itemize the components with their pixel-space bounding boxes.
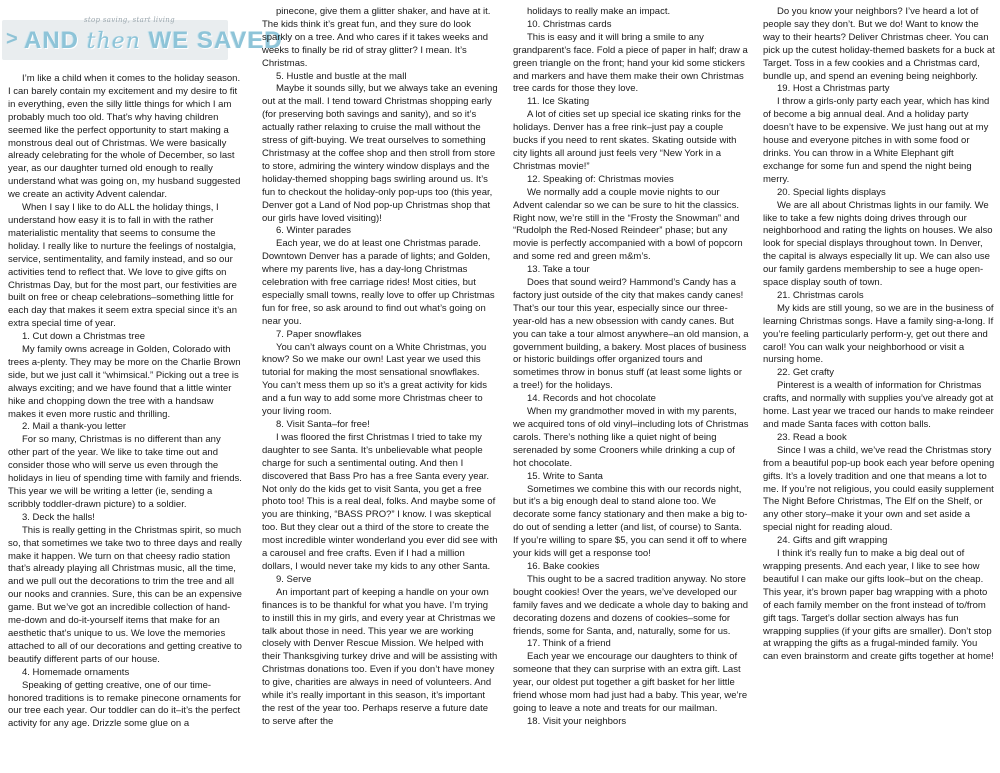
paragraph: Maybe it sounds silly, but we always take an evening out at the mall. I tend toward Christmas shopping early (for preserving both savings and sanity), and so it’s actually rather relaxing to cruise the mall without the stress of gift-buying. We treat ourselves to something Christmasy at the coffee shop and then stroll from store to store, admiring the wintery window displays and the holiday-themed shopping bags swirling around us. It’s fun to checkout the holiday-only pop-ups too (this year, Denver got a Land of Nod pop-up Christmas shop that our girls have loved visiting)!: [262, 83, 498, 224]
paragraph: holidays to really make an impact.: [527, 6, 671, 17]
paragraph: An important part of keeping a handle on your own finances is to be thankful for what you have. I’m trying to instill this in my girls, and every year at Christmas we talk about those in need. This year we are working closely with Denver Rescue Mission. We helped with their Thanksgiving turkey drive and will be assisting with Christmas donations too. Even if you don’t have money to give, charities are always in need of volunteers. And while it’s really important in this season, it’s important the rest of the year too. Perhaps reserve a future date to serve after the: [262, 586, 498, 727]
article-column-2: [262, 6, 498, 729]
paragraph: 21. Christmas carols: [777, 289, 864, 301]
paragraph: 18. Visit your neighbors: [527, 715, 627, 727]
paragraph: You can’t always count on a White Christmas, you know? So we make our own! Last year we used this tutorial for making the most sensational snowflakes. You can’t mess them up so it’s a great activity for kids and a fun way to add some more Christmas cheer to your living room.: [262, 341, 487, 418]
paragraph: 3. Deck the halls!: [22, 511, 95, 523]
paragraph: 16. Bake cookies: [527, 560, 600, 572]
paragraph: I was floored the first Christmas I tried to take my daughter to see Santa. It’s unbelievable what people charge for such a sentimental outing. And then I discovered that Bass Pro has a free Santa every year. Not only do the kids get to visit Santa, you get a free photo too! This is a real deal, folks. And maybe some of you are thinking, “BASS PRO?” I know. I was skeptical too. But they clear out a third of the store to create the most incredible winter wonderland you ever did see with a carousel and free crafts. Even if I had a million dollars, I would never take my kids to any other Santa.: [262, 431, 498, 572]
paragraph: We are all about Christmas lights in our family. We like to take a few nights doing drives through our neighborhood and rating the lights on houses. We also look for special displays throughout town. In Denver, the capital is always especially lit up. We can also use our family gardens membership to see a huge open-space display south of town.: [763, 199, 993, 289]
paragraph: pinecone, give them a glitter shaker, and have at it. The kids think it’s great fun, and they sure do look sparkly on a tree. And who cares if it takes weeks and weeks to finally be rid of stray glitter? I mean. It’s Christmas.: [262, 6, 491, 69]
paragraph: 6. Winter parades: [276, 225, 351, 237]
paragraph: 7. Paper snowflakes: [276, 328, 362, 340]
paragraph: My family owns acreage in Golden, Colorado with trees a-plenty. They may be more on the Charlie Brown side, but we just call it “whimsical.” Picking out a tree is always exciting; and we have found that a little winter hike and chopping down the tree with a handsaw makes it even more rustic and thrilling.: [8, 344, 241, 420]
paragraph: 22. Get crafty: [777, 367, 835, 379]
paragraph: 19. Host a Christmas party: [777, 83, 890, 95]
logo-tagline: stop saving, start living: [84, 16, 175, 24]
paragraph: Do you know your neighbors? I’ve heard a lot of people say they don’t. But we do! Want to know the way to their hearts? Deliver Christmas cheer. You can pick up the cutest holiday-themed baskets for a buck at Target. Toss in a few cookies and a Christmas card, bundle up, and spend an evening being neighborly.: [763, 6, 995, 82]
paragraph: 12. Speaking of: Christmas movies: [527, 173, 674, 185]
paragraph: When my grandmother moved in with my parents, we acquired tons of old vinyl–including lots of Christmas carols. There’s nothing like a quiet night of being serenaded by some Crooners while drinking a cup of hot chocolate.: [513, 406, 749, 469]
paragraph: 10. Christmas cards: [527, 18, 612, 30]
paragraph: This ought to be a sacred tradition anyway. No store bought cookies! Over the years, we’ve developed our family faves and we dedicate a whole day to baking and decorating dozens and dozens of cookies–some for friends, some for Santa, and, naturally, some for us.: [513, 573, 749, 637]
paragraph: I think it’s really fun to make a big deal out of wrapping presents. And each year, I like to see how beautiful I can make our gifts look–but on the cheap. This year, it’s brown paper bag wrapping with a photo of each family member on the front instead of to/from gift tags. Target’s dollar section always has fun wrapping supplies (if your gifts are smaller). Don’t stop at wrapping the gifts as a frugal-minded family. You can even brainstorm and create gifts together at home!: [763, 548, 994, 663]
paragraph: 17. Think of a friend: [527, 638, 611, 650]
paragraph: 5. Hustle and bustle at the mall: [276, 70, 407, 82]
paragraph: When I say I like to do ALL the holiday things, I understand how easy it is to fall in with the rather materialistic mentality that seems to consume the holiday. I really like to nurture the feelings of nostalgia, service, sentimentality, and family instead, and so our activities tend to reflect that. We love to give gifts on Christmas Day, but for the most part, our festivities are built on free or cheap celebrations–something little for each day that makes it seem extra special since it’s an extra special time of year.: [8, 202, 237, 330]
paragraph: 23. Read a book: [777, 431, 847, 443]
paragraph: Sometimes we combine this with our records night, but it’s a big enough deal to stand alone too. We decorate some fancy stationary and then make a big to-do out of sending a letter (and list, of course) to Santa. If you’re willing to spare $5, you can send it off to where your kids will get a response too!: [513, 483, 748, 560]
article-column-3: [513, 6, 749, 729]
paragraph: I’m like a child when it comes to the holiday season. I can barely contain my excitement and my desire to fit in everything, even the silly little things for which I am probably much too old. That’s why having children seemed like the perfect opportunity to start making a monstrous deal out of Christmas. We were basically already celebrating for the whole of December, so last year, as our daughter turned old enough to really understand what was going on, my husband suggested we create an activity Advent calendar.: [8, 73, 241, 201]
paragraph: A lot of cities set up special ice skating rinks for the holidays. Denver has a free rink–just pay a couple bucks if you need to rent skates. Skating outside with city lights all around just feels very “New York in a Christmas movie!”: [513, 109, 741, 172]
paragraph: For so many, Christmas is no different than any other part of the year. We like to take time out and consider those who will serve us even through the holidays in lieu of spending time with family and friends. This year we will be writing a letter (ie, sending a scribbly toddler-drawn picture) to a soldier.: [8, 434, 242, 510]
logo-wordmark: [24, 27, 283, 55]
paragraph: My kids are still young, so we are in the business of learning Christmas songs. Have a family sing-a-long. If you’re feeling particularly perform-y, get out there and carol! You can walk your neighborhood or visit a nursing home.: [763, 302, 994, 366]
paragraph: 20. Special lights displays: [777, 186, 886, 198]
paragraph: This is easy and it will bring a smile to any grandparent’s face. Fold a piece of paper in half; draw a green triangle on the front; hand your kid some stickers and markers and have them make their own Christmas tree cards for those they love.: [513, 31, 748, 95]
paragraph: 8. Visit Santa–for free!: [276, 419, 370, 430]
paragraph: I throw a girls-only party each year, which has kind of become a big annual deal. And a holiday party doesn’t have to be expensive. We just hang out at my house and everyone pitches in with some food or drinks. You can throw in a White Elephant gift exchange for some fun and spend the night being merry.: [763, 96, 990, 185]
paragraph: Each year, we do at least one Christmas parade. Downtown Denver has a parade of lights; and Golden, where my parents live, has a day-long Christmas celebration with free carriage rides! Most cities, but especially small towns, really love to offer up Christmas fun for free, so ask around to find out what’s going on near you.: [262, 238, 495, 327]
paragraph: 15. Write to Santa: [527, 470, 603, 482]
paragraph: We normally add a couple movie nights to our Advent calendar so we can be sure to hit the classics. Right now, we’re still in the “Frosty the Snowman” and “Rudolph the Red-Nosed Reindeer” phase; but any movie is perfectly accompanied with a bowl of popcorn and some red and green m&m’s.: [513, 186, 743, 263]
paragraph: 1. Cut down a Christmas tree: [22, 331, 146, 343]
paragraph: 13. Take a tour: [527, 264, 590, 276]
logo-brand-prefix: AND: [24, 27, 79, 54]
paragraph: Speaking of getting creative, one of our time-honored traditions is to remake pinecone ornaments for our tree each year. Our toddler can do it–it’s the perfect activity for any age. Drizzle some glue on a: [8, 679, 241, 730]
paragraph: Does that sound weird? Hammond’s Candy has a factory just outside of the city that makes candy canes! That’s our tour this year, especially since our three-year-old has a new obsession with candy canes. But you can take a tour almost anywhere–an old mansion, a government building, a bakery. Most places of business or historic buildings offer organized tours and sometimes throw in bonus stuff (at least some lights or a tree!) for the holidays.: [513, 277, 749, 392]
paragraph: 11. Ice Skating: [527, 96, 590, 108]
paragraph: Pinterest is a wealth of information for Christmas crafts, and normally with supplies you’ve already got at home. Last year we traced our hands to make reindeer and made Santa faces with cotton balls.: [763, 380, 994, 430]
paragraph: 24. Gifts and gift wrapping: [777, 535, 888, 547]
chevron-right-icon: >: [6, 28, 18, 50]
article-column-1: [8, 73, 244, 731]
paragraph: This is really getting in the Christmas spirit, so much so, that sometimes we take two to three days and really make it happen. We turn on that cheesy radio station that’s already playing all Christmas music, all the time, and we pull out the decorations to trim the tree and all our nooks and crannies. Sure, this can be an expensive game. But we’ve got an incredible collection of hand-me-down and do-it-yourself items that make for an aesthetic that’s unique to us. We love the memories attached to all of our decorations and getting creative to beautify different parts of our house.: [8, 524, 242, 665]
paragraph: 14. Records and hot chocolate: [527, 393, 656, 405]
article-column-4: [763, 6, 995, 664]
site-logo[interactable]: [0, 14, 283, 60]
paragraph: Each year we encourage our daughters to think of someone that they can surprise with an extra gift. Last year, our oldest put together a gift basket for her little friend whose mom had just had a baby. This year, we’re going to leave a note and treats for our mailman.: [513, 651, 748, 714]
paragraph: 9. Serve: [276, 573, 312, 585]
logo-brand-suffix: WE SAVED: [148, 27, 283, 54]
paragraph: Since I was a child, we’ve read the Christmas story from a beautiful pop-up book each year before opening gifts. It’s a lovely tradition and one that means a lot to me. If you’re not religious, you could easily supplement The Night Before Christmas, The Elf on the Shelf, or any other story–make it your own and set aside a special night for reading aloud.: [763, 444, 995, 534]
paragraph: 4. Homemade ornaments: [22, 666, 130, 678]
paragraph: 2. Mail a thank-you letter: [22, 421, 127, 433]
logo-brand-middle: then: [86, 29, 141, 54]
